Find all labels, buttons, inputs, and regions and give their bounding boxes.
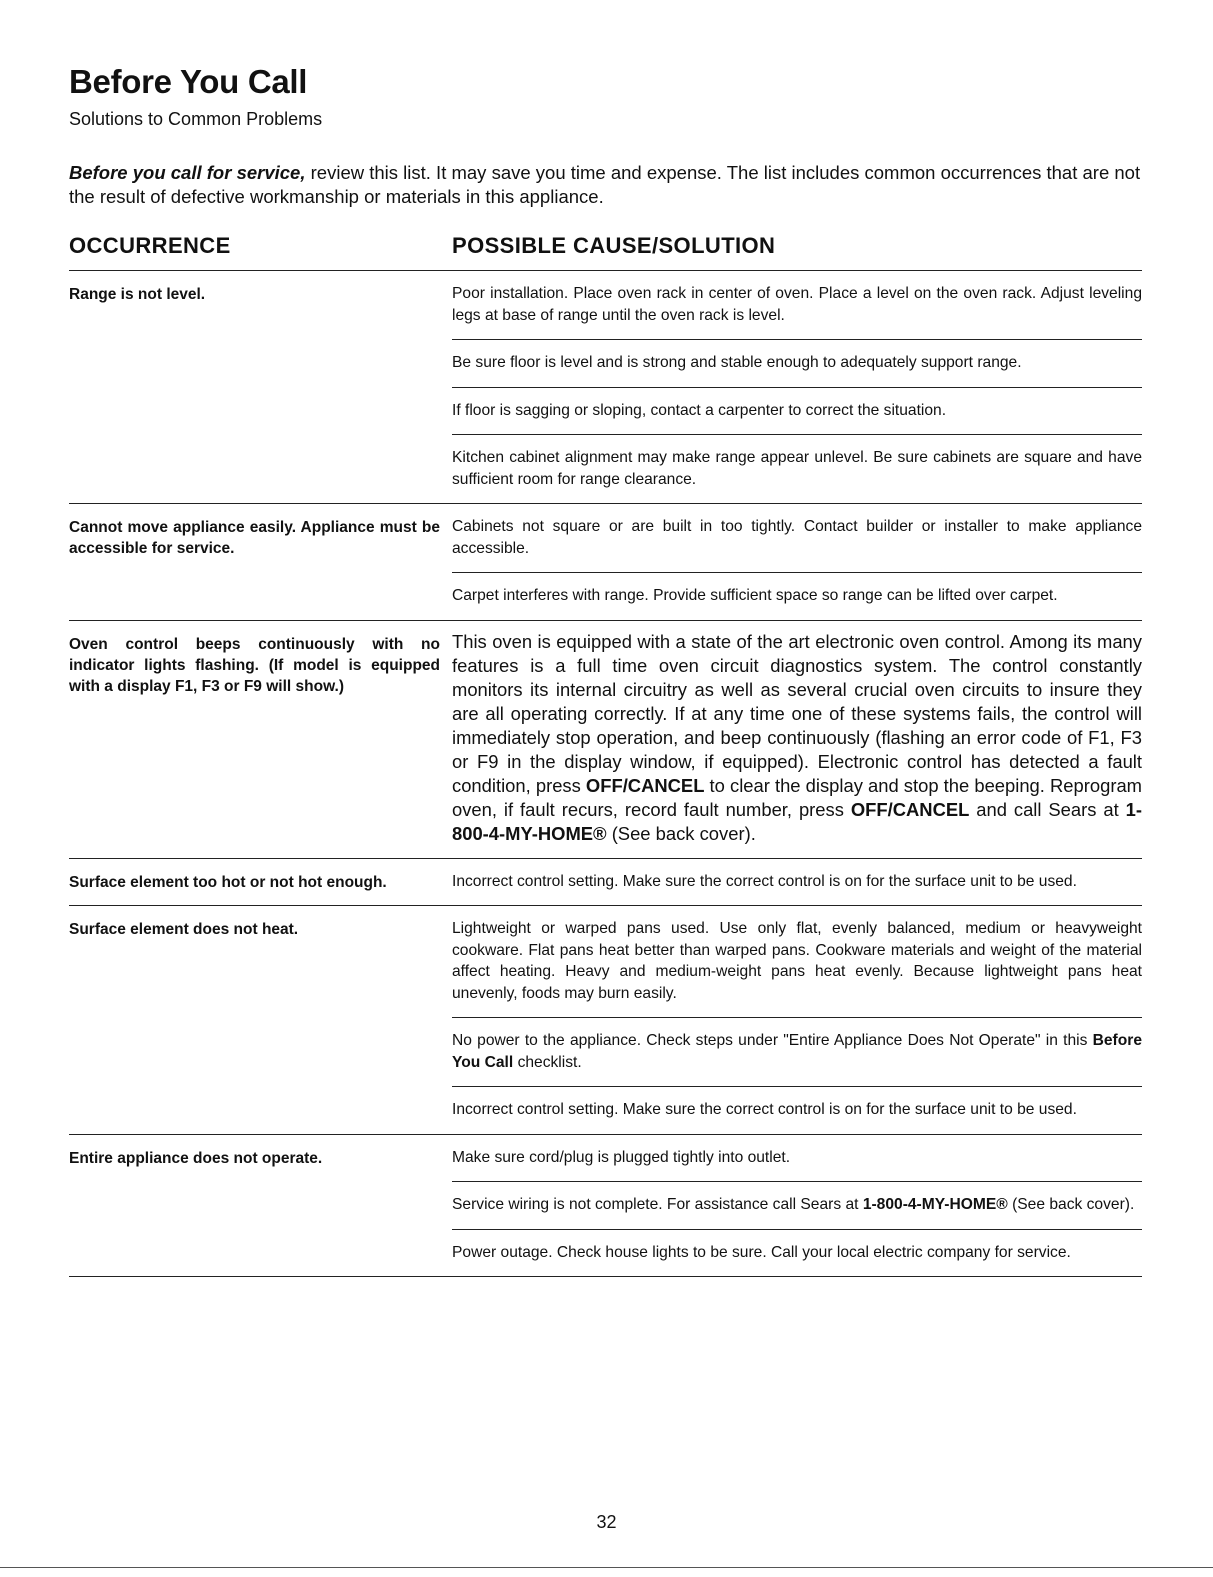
table-row — [69, 906, 1142, 1135]
troubleshooting-table — [69, 271, 1142, 1277]
occurrence-cell: Oven control beeps continuously with no indicator lights flashing. (If model is equipped with a display F1, F3 or F9 will show.) — [69, 635, 440, 695]
solution-item — [452, 621, 1142, 858]
solution-item: Incorrect control setting. Make sure the correct control is on for the surface unit to be used. — [452, 872, 1077, 890]
solution-item: Lightweight or warped pans used. Use only flat, evenly balanced, medium or heavyweight cookware. Flat pans heat better than warped pans. Cookware materials and weight of the material affect heating. Heavy and medium-weight pans heat evenly. Because lightweight pans heat unevenly, foods may burn easily. — [452, 906, 1142, 1018]
solution-item: Incorrect control setting. Make sure the correct control is on for the surface unit to be used. — [452, 1101, 1077, 1118]
page-subtitle: Solutions to Common Problems — [69, 109, 323, 129]
solution-text: No power to the appliance. Check steps under "Entire Appliance Does Not Operate" in this — [452, 1032, 1093, 1049]
occurrence-cell: Surface element too hot or not hot enough. — [69, 873, 387, 891]
solution-text: checklist. — [513, 1053, 582, 1071]
occurrence-cell: Range is not level. — [69, 286, 206, 303]
intro-text: review this list. It may save you time and expense. The list includes common occurrences that are not the result of defective workmanship or materials in this appliance. — [69, 162, 1141, 207]
solution-list — [452, 1135, 1142, 1277]
table-row — [69, 271, 1142, 504]
solution-item: Poor installation. Place oven rack in center of oven. Place a level on the oven rack. Adjust leveling legs at base of range until the oven rack is level. — [452, 271, 1142, 340]
solution-text: (See back cover). — [606, 822, 756, 844]
solution-column-header: POSSIBLE CAUSE/SOLUTION — [452, 233, 776, 258]
page-title: Before You Call — [69, 63, 308, 100]
solution-list — [452, 906, 1142, 1134]
solution-item: Kitchen cabinet alignment may make range appear unlevel. Be sure cabinets are square and have sufficient room for range clearance. — [452, 449, 1142, 488]
solution-list — [452, 271, 1142, 503]
intro-lead: Before you call for service, — [69, 162, 306, 183]
solution-list — [452, 504, 1142, 620]
table-row — [69, 621, 1142, 859]
page-number: 32 — [596, 1512, 617, 1532]
occurrence-cell: Entire appliance does not operate. — [69, 1149, 323, 1167]
intro-paragraph — [69, 161, 1142, 209]
solution-item — [452, 1018, 1142, 1087]
solution-item: If floor is sagging or sloping, contact a carpenter to correct the situation. — [452, 388, 1142, 436]
occurrence-column-header: OCCURRENCE — [69, 233, 231, 258]
occurrence-cell: Cannot move appliance easily. Appliance must be accessible for service. — [69, 519, 440, 557]
solution-list — [452, 859, 1142, 906]
scan-edge-line — [0, 1567, 1213, 1568]
solution-text: and call Sears at — [969, 798, 1126, 820]
checklist-reference: Before You Call — [452, 1032, 1142, 1071]
off-cancel-key-label: OFF/CANCEL — [585, 774, 705, 796]
solution-text: Service wiring is not complete. For assistance call Sears at — [452, 1196, 863, 1213]
solution-item: Cabinets not square or are built in too tightly. Contact builder or installer to make appliance accessible. — [452, 504, 1142, 573]
solution-item: Be sure floor is level and is strong and stable enough to adequately support range. — [452, 340, 1142, 388]
solution-text: (See back cover). — [1007, 1196, 1135, 1213]
table-row — [69, 859, 1142, 907]
table-row — [69, 1135, 1142, 1278]
off-cancel-key-label: OFF/CANCEL — [850, 798, 970, 820]
solution-item: Carpet interferes with range. Provide sufficient space so range can be lifted over carpet. — [452, 587, 1058, 604]
solution-item: Make sure cord/plug is plugged tightly into outlet. — [452, 1135, 1142, 1183]
table-row — [69, 504, 1142, 621]
phone-number: 1-800-4-MY-HOME® — [452, 798, 1142, 844]
solution-item — [452, 1182, 1142, 1230]
solution-item: Power outage. Check house lights to be sure. Call your local electric company for service. — [452, 1243, 1071, 1261]
solution-text: to clear the display and stop the beeping. Reprogram oven, if fault recurs, record fault number, press — [452, 774, 1142, 820]
solution-list — [452, 621, 1142, 858]
solution-text: This oven is equipped with a state of the art electronic oven control. Among its many features is a full time oven circuit diagnostics system. The control constantly monitors its internal circuitry as well as several crucial oven circuits to insure they are all operating correctly. If at any time one of these systems fails, the control will immediately stop operation, and beep continuously (flashing an error code of F1, F3 or F9 in the display window, if equipped). Electronic control has detected a fault condition, press — [452, 630, 1142, 796]
phone-number: 1-800-4-MY-HOME® — [862, 1196, 1008, 1213]
occurrence-cell: Surface element does not heat. — [69, 921, 299, 938]
